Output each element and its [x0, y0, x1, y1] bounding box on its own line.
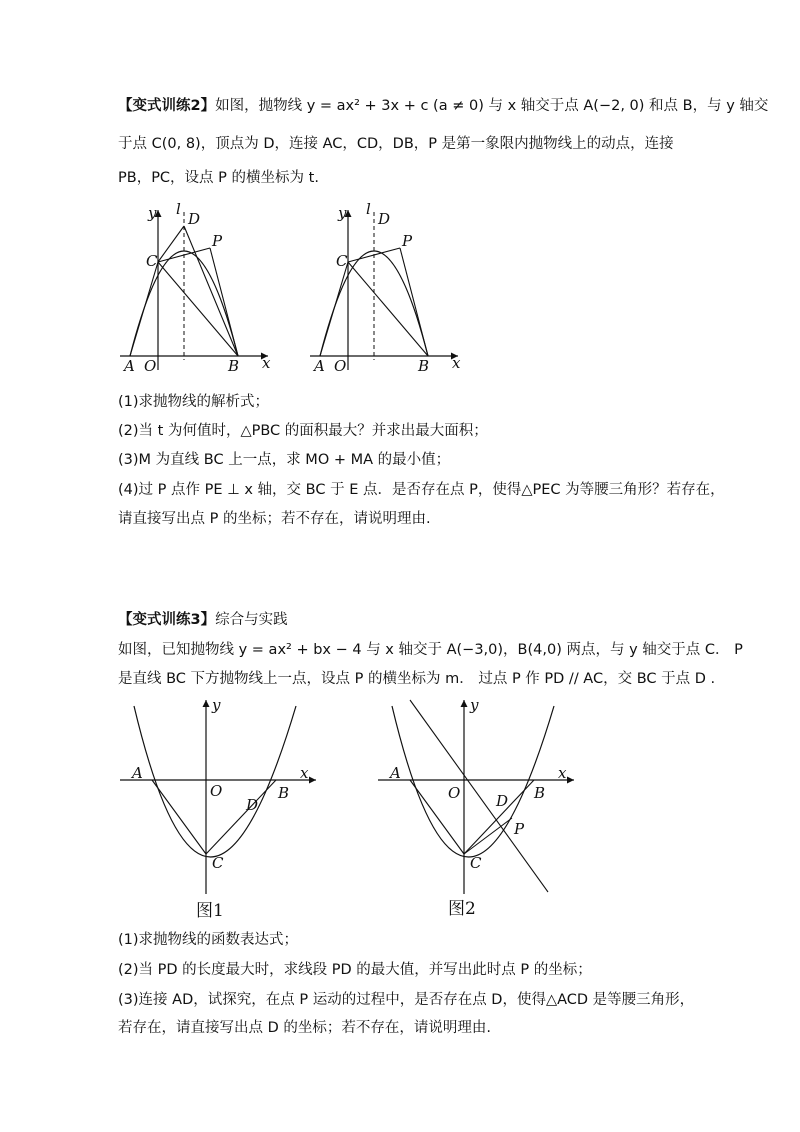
problem2-question2: (2)当 t 为何值时，△PBC 的面积最大？并求出最大面积；: [118, 423, 488, 439]
label-c: C: [470, 854, 482, 872]
label-y: y: [212, 696, 221, 714]
label-x: x: [558, 764, 567, 782]
label-d: D: [378, 210, 391, 228]
label-x: x: [300, 764, 309, 782]
problem3-question3: (3)连接 AD，试探究，在点 P 运动的过程中，是否存在点 D，使得△ACD 是等腰三角形，: [118, 992, 695, 1008]
label-x: x: [452, 354, 461, 372]
problem2-tag: 【变式训练2】: [118, 98, 216, 114]
label-d: D: [496, 792, 509, 810]
problem2-question1: (1)求抛物线的解析式；: [118, 394, 270, 410]
label-b: B: [278, 784, 290, 802]
segment-ac: [320, 262, 348, 356]
label-d: D: [188, 210, 201, 228]
figure-1: [120, 696, 316, 921]
label-o: O: [210, 782, 223, 800]
label-p: P: [402, 232, 413, 250]
figure-2-caption: 图2: [448, 899, 476, 919]
label-o: O: [144, 357, 157, 375]
segment-ac: [152, 780, 206, 854]
problem2-line1: [118, 96, 768, 116]
problem3-stem-line2: 是直线 BC 下方抛物线上一点，设点 P 的横坐标为 m． 过点 P 作 PD // AC，交 BC 于点 D .: [118, 671, 716, 687]
label-y: y: [148, 204, 157, 222]
label-p: P: [212, 232, 223, 250]
label-c: C: [146, 252, 158, 270]
problem3-question1: (1)求抛物线的函数表达式；: [118, 932, 299, 948]
problem2-question4: (4)过 P 点作 PE ⊥ x 轴，交 BC 于 E 点．是否存在点 P，使得△PEC 为等腰三角形？若存在，: [118, 482, 725, 498]
segment-ac: [130, 262, 158, 356]
problem3-question2: (2)当 PD 的长度最大时，求线段 PD 的最大值，并写出此时点 P 的坐标；: [118, 962, 592, 978]
label-l: l: [176, 200, 181, 218]
problem3-tag: 【变式训练3】: [118, 612, 216, 628]
problem3-header: [118, 610, 288, 630]
label-b: B: [228, 357, 240, 375]
problem2-stem-line1: 如图，抛物线 y = ax² + 3x + c (a ≠ 0) 与 x 轴交于点 A(−2, 0) 和点 B，与 y 轴交: [215, 98, 769, 114]
problem2-stem-line2: 于点 C(0, 8)，顶点为 D，连接 AC，CD，DB，P 是第一象限内抛物线上的动点，连接: [118, 136, 674, 152]
label-c: C: [212, 854, 224, 872]
problem3-figures: [118, 694, 588, 922]
label-y: y: [338, 204, 347, 222]
label-l: l: [366, 200, 371, 218]
problem2-figure-left: [120, 200, 271, 375]
segment-db: [184, 226, 238, 356]
label-d: D: [246, 796, 259, 814]
problem3-question3-cont: 若存在，请直接写出点 D 的坐标；若不存在，请说明理由.: [118, 1020, 491, 1036]
figure-1-caption: 图1: [196, 901, 224, 921]
problem2-stem-line3: PB，PC，设点 P 的横坐标为 t.: [118, 170, 319, 186]
problem3-title: 综合与实践: [215, 612, 288, 628]
figure-2: [378, 696, 574, 919]
label-a: A: [132, 764, 143, 782]
label-a: A: [390, 764, 401, 782]
label-b: B: [534, 784, 546, 802]
problem2-question4-cont: 请直接写出点 P 的坐标；若不存在，请说明理由.: [118, 511, 431, 527]
problem2-question3: (3)M 为直线 BC 上一点，求 MO + MA 的最小值；: [118, 452, 451, 468]
label-x: x: [262, 354, 271, 372]
label-a: A: [124, 357, 135, 375]
label-p: P: [514, 820, 525, 838]
label-o: O: [334, 357, 347, 375]
problem2-figure-right: [310, 200, 461, 375]
problem3-stem-line1: 如图，已知抛物线 y = ax² + bx − 4 与 x 轴交于 A(−3,0)，B(4,0) 两点，与 y 轴交于点 C． P: [118, 642, 743, 658]
label-c: C: [336, 252, 348, 270]
label-a: A: [314, 357, 325, 375]
problem2-figures: [118, 198, 461, 378]
label-b: B: [418, 357, 430, 375]
label-o: O: [448, 784, 461, 802]
parabola: [392, 706, 554, 857]
label-y: y: [470, 696, 479, 714]
